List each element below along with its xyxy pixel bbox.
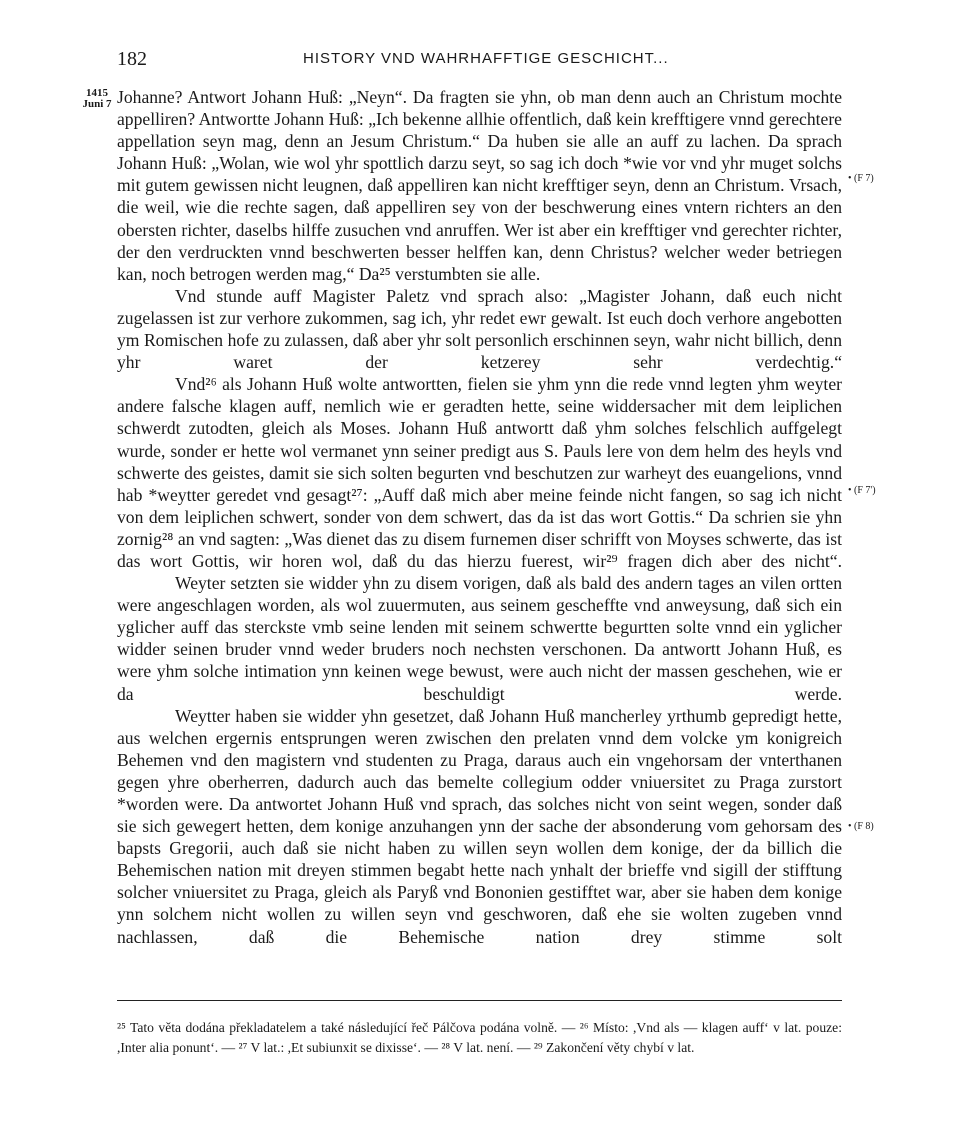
margin-date xyxy=(80,88,114,110)
footnote-text: ²⁵ Tato věta dodána překladatelem a také následující řeč Pálčova podána volně. — ²⁶ Místo: ,Vnd als — klagen auff‘ v lat. pouze: ,Inter alia ponunt‘. — ²⁷ V lat.: ,Et subiunxit se dixisse‘. — ²⁸ V lat. není. — ²⁹ Zakončení věty chybí v lat. xyxy=(117,1020,842,1055)
paragraph-5: Weytter haben sie widder yhn gesetzet, daß Johann Huß mancherley yrthumb gepredigt hette, aus welchen ergernis entsprungen weren zwischen den prelaten vnnd dem volcke ym konigreich Behemen vnd den magistern vnd studenten zu Praga, daraus auch ein vngehorsam der vnterthanen gegen yhre oberherren, dadurch auch das bemelte collegium odder vniuersitet zu Praga zurstort *worden were. Da antwortet Johann Huß vnd sprach, das solches nicht von seint wegen, sonder daß sie sich gewegert hetten, dem konige anzuhangen ynn der sache der absonderung vom gehorsam des bapsts Gregorii, auch daß sie nicht haben zu willen seyn wollen dem konige, der da billich die Behemischen nation mit dreyen stimmen begabt hette nach ynhalt der brieffe vnd sigill der stifftung solcher vniuersitet zu Praga, gleich als Paryß vnd Bononien gestifftet war, aber sie haben dem konige ynn solchem nicht wollen zu willen seyn vnd geschworen, daß ehe sie wolten zugeben vnnd nachlassen, daß die Behemische nation drey stimme solt xyxy=(117,705,842,947)
main-text xyxy=(117,86,842,948)
paragraph-4: Weyter setzten sie widder yhn zu disem vorigen, daß als bald des andern tages an vilen ortten were angeschlagen worden, als wol zuuermuten, aus seinem gescheffte vnd anweysung, daß sich ein yglicher auff das sterckste vmb seine lenden mit seinem schwertte begurtten solte vnnd ein yglicher widder seinen bruder vnnd weder bruders noch nechsten verschonen. Da antwortt Johann Huß, es were yhm solche intimation ynn keinen wege bewust, were auch nicht der massen geschehen, wie er da beschuldigt werde. xyxy=(117,573,842,704)
footnotes xyxy=(117,1018,842,1057)
paragraph-3: Vnd²⁶ als Johann Huß wolte antwortten, fielen sie yhm ynn die rede vnnd legten yhm weyter andere falsche klagen auff, nemlich wie er geradten hette, seine widdersacher mit dem leiplichen schwerdt zutodten, gleich als Moses. Johann Huß antwortt daß yhm solches felschlich auffgelegt wurde, sonder er hette wol vermanet ynn seiner predigt aus S. Pauls lere von dem helm des heyls vnd schwerte des geistes, damit sie sich solten begurten vnd beschutzen zur warheyt des euangelions, vnnd hab *weytter geredet vnd gesagt²⁷: „Auff daß mich aber meine feinde nicht fangen, so sag ich nicht von dem leiplichen schwert, sonder von dem schwert, das da ist das wort Gottis.“ Da schrien sie yhn zornig²⁸ an vnd sagten: „Was dienet das zu disem furnemen diser schrifft von Moyses schwerte, das ist das wort Gottis, wir horen wol, daß du das hierzu fuerest, wir²⁹ fragen dich aber des nicht“. xyxy=(117,374,842,571)
footnote-rule xyxy=(117,1000,842,1001)
side-note-f7: • (F 7) xyxy=(848,173,874,184)
page-header xyxy=(117,48,842,74)
side-note-f8: • (F 8) xyxy=(848,821,874,832)
paragraph-1: Johanne? Antwort Johann Huß: „Neyn“. Da fragten sie yhn, ob man denn auch an Christum mochte appelliren? Antwortte Johann Huß: „Ich bekenne allhie offentlich, daß kein krefftigere vnnd gerechtere appellation seyn mag, denn an Jesum Christum.“ Da huben sie alle an auff zu lachen. Da sprach Johann Huß: „Wolan, wie wol yhr spottlich darzu seyt, so sag ich doch *wie vor vnd yhr muget solchs mit gutem gewissen nicht leugnen, daß appelliren kan nicht krefftiger seyn, denn an Christum. Vrsach, die weil, wie die rechte sagen, daß appelliren sey von der beschwerung eines vntern richters an den obersten richter, daselbs hilffe zusuchen vnd anruffen. Wer ist aber ein krefftiger vnd gerechter richter, der den verdruckten vnnd beschwerten besser helffen kan, denn Christus? welcher weder betriegen kan, noch betrogen werden mag,“ Da²⁵ verstumbten sie alle. xyxy=(117,87,842,284)
page-number: 182 xyxy=(117,48,147,70)
side-note-f7-prime: • (F 7') xyxy=(848,485,876,496)
paragraph-2: Vnd stunde auff Magister Paletz vnd sprach also: „Magister Johann, daß euch nicht zugelassen ist zur verhore zukommen, sag ich, yhr redet ewr gewalt. Ist euch doch verhore angebotten ym Romischen hofe zu zulassen, daß aber yhr solt personlich erschinnen seyn, wahr nicht billich, denn yhr waret der ketzerey sehr verdechtig.“ xyxy=(117,285,842,373)
margin-year: 1415 xyxy=(86,87,108,99)
margin-day: Juni 7 xyxy=(82,98,112,110)
running-title: HISTORY VND WAHRHAFFTIGE GESCHICHT... xyxy=(303,50,669,67)
